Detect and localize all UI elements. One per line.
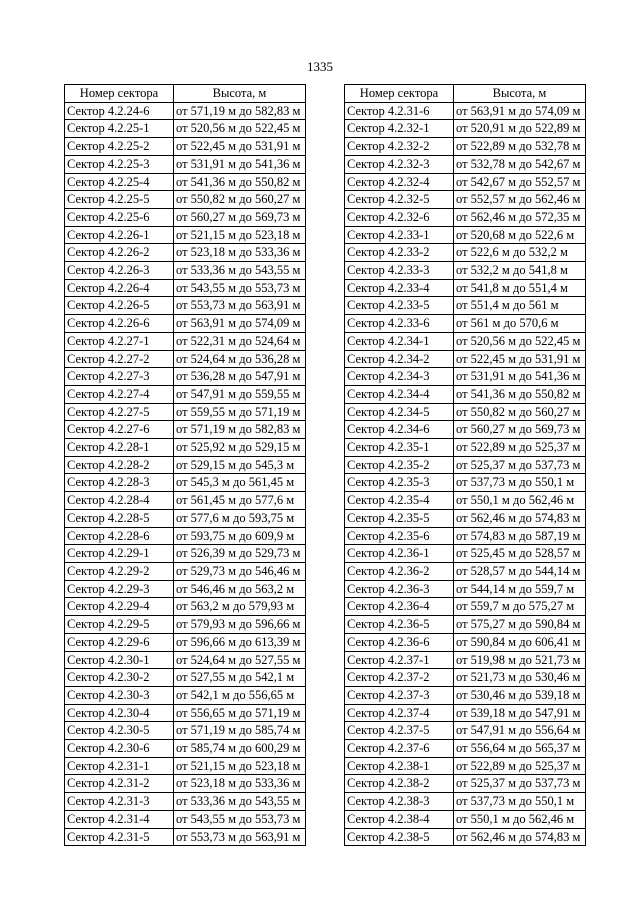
table-row <box>65 350 306 368</box>
table-row <box>345 651 586 669</box>
table-row <box>345 562 586 580</box>
table-row <box>65 527 306 545</box>
table-row <box>345 492 586 510</box>
table-row <box>345 155 586 173</box>
table-row <box>65 633 306 651</box>
table-row <box>65 810 306 828</box>
table-row <box>345 509 586 527</box>
table-row <box>345 598 586 616</box>
sector-cell: Сектор 4.2.32-3 <box>345 155 454 173</box>
sector-cell: Сектор 4.2.25-3 <box>65 155 174 173</box>
sector-cell: Сектор 4.2.26-1 <box>65 226 174 244</box>
height-cell: от 596,66 м до 613,39 м <box>174 633 306 651</box>
sector-cell: Сектор 4.2.34-2 <box>345 350 454 368</box>
table-row <box>65 315 306 333</box>
sector-cell: Сектор 4.2.34-6 <box>345 421 454 439</box>
table-row <box>65 704 306 722</box>
table-row <box>65 403 306 421</box>
sector-cell: Сектор 4.2.26-4 <box>65 279 174 297</box>
table-row <box>65 669 306 687</box>
sector-cell: Сектор 4.2.35-4 <box>345 492 454 510</box>
sector-cell: Сектор 4.2.31-3 <box>65 793 174 811</box>
table-row <box>65 173 306 191</box>
column-header-sector: Номер сектора <box>345 85 454 103</box>
sector-cell: Сектор 4.2.34-3 <box>345 368 454 386</box>
height-cell: от 574,83 м до 587,19 м <box>454 527 586 545</box>
height-cell: от 571,19 м до 582,83 м <box>174 102 306 120</box>
table-row <box>65 580 306 598</box>
table-row <box>345 545 586 563</box>
height-cell: от 553,73 м до 563,91 м <box>174 828 306 846</box>
table-row <box>345 810 586 828</box>
sector-cell: Сектор 4.2.30-4 <box>65 704 174 722</box>
table-row <box>65 828 306 846</box>
table-row <box>65 102 306 120</box>
sector-cell: Сектор 4.2.30-5 <box>65 722 174 740</box>
sector-cell: Сектор 4.2.38-1 <box>345 757 454 775</box>
sector-cell: Сектор 4.2.27-1 <box>65 332 174 350</box>
table-row <box>345 775 586 793</box>
table-row <box>65 775 306 793</box>
height-cell: от 522,89 м до 525,37 м <box>454 439 586 457</box>
sector-cell: Сектор 4.2.29-5 <box>65 616 174 634</box>
table-row <box>345 262 586 280</box>
table-row <box>65 793 306 811</box>
height-cell: от 546,46 м до 563,2 м <box>174 580 306 598</box>
table-row <box>65 740 306 758</box>
table-row <box>65 368 306 386</box>
sector-cell: Сектор 4.2.33-1 <box>345 226 454 244</box>
height-cell: от 541,8 м до 551,4 м <box>454 279 586 297</box>
height-cell: от 541,36 м до 550,82 м <box>174 173 306 191</box>
sector-cell: Сектор 4.2.27-3 <box>65 368 174 386</box>
column-header-height: Высота, м <box>454 85 586 103</box>
table-row <box>65 297 306 315</box>
sector-cell: Сектор 4.2.29-6 <box>65 633 174 651</box>
height-cell: от 550,82 м до 560,27 м <box>454 403 586 421</box>
table-row <box>345 686 586 704</box>
height-cell: от 562,46 м до 574,83 м <box>454 828 586 846</box>
height-cell: от 560,27 м до 569,73 м <box>454 421 586 439</box>
sector-cell: Сектор 4.2.36-3 <box>345 580 454 598</box>
sector-cell: Сектор 4.2.29-4 <box>65 598 174 616</box>
table-row <box>65 244 306 262</box>
sector-cell: Сектор 4.2.32-4 <box>345 173 454 191</box>
sector-cell: Сектор 4.2.37-6 <box>345 740 454 758</box>
sector-cell: Сектор 4.2.37-5 <box>345 722 454 740</box>
table-row <box>65 545 306 563</box>
table-row <box>345 208 586 226</box>
sector-cell: Сектор 4.2.29-3 <box>65 580 174 598</box>
table-row <box>65 492 306 510</box>
table-row <box>65 456 306 474</box>
height-cell: от 530,46 м до 539,18 м <box>454 686 586 704</box>
table-row <box>65 191 306 209</box>
sector-cell: Сектор 4.2.36-6 <box>345 633 454 651</box>
sector-cell: Сектор 4.2.27-4 <box>65 385 174 403</box>
height-cell: от 525,37 м до 537,73 м <box>454 456 586 474</box>
sector-cell: Сектор 4.2.27-6 <box>65 421 174 439</box>
table-row <box>65 262 306 280</box>
height-cell: от 531,91 м до 541,36 м <box>174 155 306 173</box>
sector-cell: Сектор 4.2.31-2 <box>65 775 174 793</box>
height-cell: от 524,64 м до 527,55 м <box>174 651 306 669</box>
table-row <box>345 138 586 156</box>
height-cell: от 525,37 м до 537,73 м <box>454 775 586 793</box>
height-cell: от 575,27 м до 590,84 м <box>454 616 586 634</box>
sector-cell: Сектор 4.2.28-4 <box>65 492 174 510</box>
sector-cell: Сектор 4.2.35-2 <box>345 456 454 474</box>
height-cell: от 521,15 м до 523,18 м <box>174 757 306 775</box>
table-row <box>65 120 306 138</box>
sector-cell: Сектор 4.2.27-2 <box>65 350 174 368</box>
sector-cell: Сектор 4.2.26-6 <box>65 315 174 333</box>
table-row <box>345 616 586 634</box>
height-cell: от 571,19 м до 585,74 м <box>174 722 306 740</box>
height-cell: от 559,55 м до 571,19 м <box>174 403 306 421</box>
table-body <box>345 102 586 846</box>
height-cell: от 563,91 м до 574,09 м <box>454 102 586 120</box>
height-cell: от 550,1 м до 562,46 м <box>454 492 586 510</box>
sector-cell: Сектор 4.2.36-1 <box>345 545 454 563</box>
sector-cell: Сектор 4.2.36-2 <box>345 562 454 580</box>
table-row <box>345 527 586 545</box>
height-cell: от 520,91 м до 522,89 м <box>454 120 586 138</box>
table-row <box>345 244 586 262</box>
height-cell: от 528,57 м до 544,14 м <box>454 562 586 580</box>
table-row <box>65 208 306 226</box>
sector-cell: Сектор 4.2.38-4 <box>345 810 454 828</box>
height-cell: от 553,73 м до 563,91 м <box>174 297 306 315</box>
height-cell: от 550,1 м до 562,46 м <box>454 810 586 828</box>
height-cell: от 551,4 м до 561 м <box>454 297 586 315</box>
table-row <box>65 562 306 580</box>
table-row <box>65 439 306 457</box>
sector-table-right <box>344 84 586 846</box>
height-cell: от 519,98 м до 521,73 м <box>454 651 586 669</box>
height-cell: от 579,93 м до 596,66 м <box>174 616 306 634</box>
height-cell: от 556,64 м до 565,37 м <box>454 740 586 758</box>
table-row <box>345 828 586 846</box>
table-row <box>345 793 586 811</box>
height-cell: от 543,55 м до 553,73 м <box>174 279 306 297</box>
column-header-height: Высота, м <box>174 85 306 103</box>
page-number: 1335 <box>307 59 333 74</box>
height-cell: от 561,45 м до 577,6 м <box>174 492 306 510</box>
height-cell: от 585,74 м до 600,29 м <box>174 740 306 758</box>
sector-cell: Сектор 4.2.35-1 <box>345 439 454 457</box>
height-cell: от 547,91 м до 556,64 м <box>454 722 586 740</box>
sector-cell: Сектор 4.2.36-5 <box>345 616 454 634</box>
height-cell: от 522,45 м до 531,91 м <box>174 138 306 156</box>
sector-cell: Сектор 4.2.25-2 <box>65 138 174 156</box>
sector-cell: Сектор 4.2.24-6 <box>65 102 174 120</box>
table-row <box>345 633 586 651</box>
height-cell: от 543,55 м до 553,73 м <box>174 810 306 828</box>
height-cell: от 522,89 м до 532,78 м <box>454 138 586 156</box>
table-row <box>65 616 306 634</box>
sector-cell: Сектор 4.2.29-1 <box>65 545 174 563</box>
sector-cell: Сектор 4.2.33-6 <box>345 315 454 333</box>
height-cell: от 526,39 м до 529,73 м <box>174 545 306 563</box>
table-row <box>345 669 586 687</box>
height-cell: от 520,68 м до 522,6 м <box>454 226 586 244</box>
sector-cell: Сектор 4.2.37-1 <box>345 651 454 669</box>
sector-cell: Сектор 4.2.31-5 <box>65 828 174 846</box>
sector-cell: Сектор 4.2.33-3 <box>345 262 454 280</box>
sector-cell: Сектор 4.2.31-1 <box>65 757 174 775</box>
height-cell: от 527,55 м до 542,1 м <box>174 669 306 687</box>
table-row <box>345 474 586 492</box>
table-row <box>345 385 586 403</box>
sector-cell: Сектор 4.2.26-3 <box>65 262 174 280</box>
sector-cell: Сектор 4.2.26-5 <box>65 297 174 315</box>
table-row <box>65 332 306 350</box>
sector-cell: Сектор 4.2.25-5 <box>65 191 174 209</box>
sector-cell: Сектор 4.2.37-3 <box>345 686 454 704</box>
height-cell: от 542,1 м до 556,65 м <box>174 686 306 704</box>
table-row <box>345 120 586 138</box>
table-header-row <box>345 85 586 103</box>
sector-cell: Сектор 4.2.31-6 <box>345 102 454 120</box>
sector-cell: Сектор 4.2.33-2 <box>345 244 454 262</box>
sector-cell: Сектор 4.2.30-2 <box>65 669 174 687</box>
table-row <box>345 757 586 775</box>
sector-cell: Сектор 4.2.30-1 <box>65 651 174 669</box>
table-row <box>345 403 586 421</box>
height-cell: от 529,73 м до 546,46 м <box>174 562 306 580</box>
table-row <box>345 722 586 740</box>
sector-cell: Сектор 4.2.38-3 <box>345 793 454 811</box>
sector-cell: Сектор 4.2.25-6 <box>65 208 174 226</box>
height-cell: от 542,67 м до 552,57 м <box>454 173 586 191</box>
sector-cell: Сектор 4.2.30-6 <box>65 740 174 758</box>
table-row <box>65 651 306 669</box>
height-cell: от 571,19 м до 582,83 м <box>174 421 306 439</box>
height-cell: от 556,65 м до 571,19 м <box>174 704 306 722</box>
height-cell: от 520,56 м до 522,45 м <box>454 332 586 350</box>
sector-cell: Сектор 4.2.37-2 <box>345 669 454 687</box>
height-cell: от 520,56 м до 522,45 м <box>174 120 306 138</box>
height-cell: от 559,7 м до 575,27 м <box>454 598 586 616</box>
height-cell: от 524,64 м до 536,28 м <box>174 350 306 368</box>
height-cell: от 523,18 м до 533,36 м <box>174 775 306 793</box>
table-row <box>345 439 586 457</box>
table-row <box>345 456 586 474</box>
table-row <box>345 740 586 758</box>
sector-cell: Сектор 4.2.32-1 <box>345 120 454 138</box>
sector-cell: Сектор 4.2.35-5 <box>345 509 454 527</box>
table-row <box>345 279 586 297</box>
height-cell: от 522,45 м до 531,91 м <box>454 350 586 368</box>
height-cell: от 533,36 м до 543,55 м <box>174 262 306 280</box>
table-row <box>65 598 306 616</box>
height-cell: от 532,78 м до 542,67 м <box>454 155 586 173</box>
column-header-sector: Номер сектора <box>65 85 174 103</box>
sector-cell: Сектор 4.2.38-2 <box>345 775 454 793</box>
sector-cell: Сектор 4.2.25-1 <box>65 120 174 138</box>
height-cell: от 522,31 м до 524,64 м <box>174 332 306 350</box>
height-cell: от 545,3 м до 561,45 м <box>174 474 306 492</box>
height-cell: от 522,6 м до 532,2 м <box>454 244 586 262</box>
height-cell: от 562,46 м до 574,83 м <box>454 509 586 527</box>
sector-cell: Сектор 4.2.38-5 <box>345 828 454 846</box>
sector-cell: Сектор 4.2.34-4 <box>345 385 454 403</box>
sector-cell: Сектор 4.2.28-3 <box>65 474 174 492</box>
table-row <box>345 102 586 120</box>
sector-cell: Сектор 4.2.32-6 <box>345 208 454 226</box>
sector-cell: Сектор 4.2.28-1 <box>65 439 174 457</box>
height-cell: от 563,91 м до 574,09 м <box>174 315 306 333</box>
table-row <box>345 332 586 350</box>
sector-cell: Сектор 4.2.33-5 <box>345 297 454 315</box>
sector-cell: Сектор 4.2.28-6 <box>65 527 174 545</box>
height-cell: от 563,2 м до 579,93 м <box>174 598 306 616</box>
height-cell: от 522,89 м до 525,37 м <box>454 757 586 775</box>
table-row <box>65 722 306 740</box>
sector-cell: Сектор 4.2.35-6 <box>345 527 454 545</box>
height-cell: от 523,18 м до 533,36 м <box>174 244 306 262</box>
height-cell: от 560,27 м до 569,73 м <box>174 208 306 226</box>
table-row <box>65 279 306 297</box>
sector-cell: Сектор 4.2.28-5 <box>65 509 174 527</box>
table-row <box>345 580 586 598</box>
sector-cell: Сектор 4.2.29-2 <box>65 562 174 580</box>
table-row <box>345 297 586 315</box>
table-row <box>345 315 586 333</box>
sector-cell: Сектор 4.2.28-2 <box>65 456 174 474</box>
table-row <box>345 368 586 386</box>
table-row <box>345 350 586 368</box>
height-cell: от 541,36 м до 550,82 м <box>454 385 586 403</box>
height-cell: от 550,82 м до 560,27 м <box>174 191 306 209</box>
table-row <box>345 226 586 244</box>
height-cell: от 537,73 м до 550,1 м <box>454 793 586 811</box>
table-row <box>345 421 586 439</box>
table-row <box>65 385 306 403</box>
sector-cell: Сектор 4.2.32-2 <box>345 138 454 156</box>
sector-cell: Сектор 4.2.34-5 <box>345 403 454 421</box>
table-row <box>65 226 306 244</box>
sector-cell: Сектор 4.2.26-2 <box>65 244 174 262</box>
table-row <box>65 155 306 173</box>
height-cell: от 521,73 м до 530,46 м <box>454 669 586 687</box>
height-cell: от 536,28 м до 547,91 м <box>174 368 306 386</box>
height-cell: от 531,91 м до 541,36 м <box>454 368 586 386</box>
height-cell: от 544,14 м до 559,7 м <box>454 580 586 598</box>
height-cell: от 529,15 м до 545,3 м <box>174 456 306 474</box>
table-row <box>345 704 586 722</box>
height-cell: от 539,18 м до 547,91 м <box>454 704 586 722</box>
table-row <box>65 757 306 775</box>
table-row <box>65 474 306 492</box>
table-row <box>65 138 306 156</box>
sector-cell: Сектор 4.2.34-1 <box>345 332 454 350</box>
table-row <box>345 173 586 191</box>
height-cell: от 521,15 м до 523,18 м <box>174 226 306 244</box>
sector-cell: Сектор 4.2.30-3 <box>65 686 174 704</box>
sector-cell: Сектор 4.2.27-5 <box>65 403 174 421</box>
sector-cell: Сектор 4.2.36-4 <box>345 598 454 616</box>
sector-cell: Сектор 4.2.32-5 <box>345 191 454 209</box>
height-cell: от 547,91 м до 559,55 м <box>174 385 306 403</box>
height-cell: от 561 м до 570,6 м <box>454 315 586 333</box>
height-cell: от 533,36 м до 543,55 м <box>174 793 306 811</box>
table-row <box>65 509 306 527</box>
sector-cell: Сектор 4.2.35-3 <box>345 474 454 492</box>
height-cell: от 562,46 м до 572,35 м <box>454 208 586 226</box>
sector-cell: Сектор 4.2.33-4 <box>345 279 454 297</box>
sector-cell: Сектор 4.2.25-4 <box>65 173 174 191</box>
height-cell: от 525,92 м до 529,15 м <box>174 439 306 457</box>
table-body <box>65 102 306 846</box>
table-row <box>65 686 306 704</box>
table-header-row <box>65 85 306 103</box>
table-row <box>345 191 586 209</box>
height-cell: от 593,75 м до 609,9 м <box>174 527 306 545</box>
height-cell: от 525,45 м до 528,57 м <box>454 545 586 563</box>
height-cell: от 590,84 м до 606,41 м <box>454 633 586 651</box>
height-cell: от 552,57 м до 562,46 м <box>454 191 586 209</box>
sector-cell: Сектор 4.2.37-4 <box>345 704 454 722</box>
sector-table-left <box>64 84 306 846</box>
height-cell: от 537,73 м до 550,1 м <box>454 474 586 492</box>
height-cell: от 532,2 м до 541,8 м <box>454 262 586 280</box>
table-row <box>65 421 306 439</box>
sector-cell: Сектор 4.2.31-4 <box>65 810 174 828</box>
height-cell: от 577,6 м до 593,75 м <box>174 509 306 527</box>
